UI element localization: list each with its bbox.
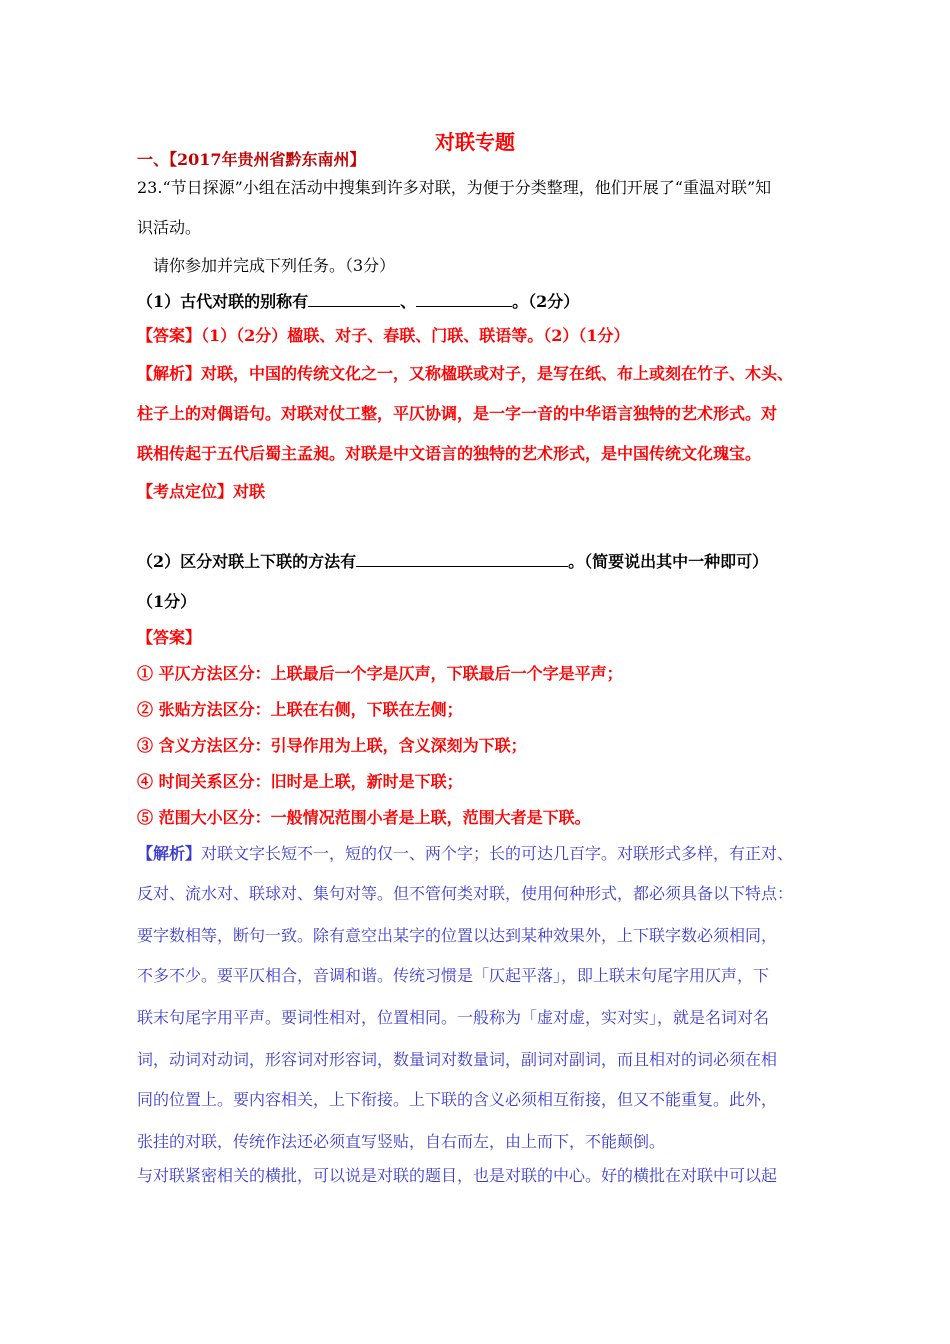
q2-answer-item: ④ 时间关系区分：旧时是上联，新时是下联；: [137, 772, 463, 791]
q2-answer-item: ② 张贴方法区分：上联在右侧，下联在左侧；: [137, 700, 463, 719]
q2-answer-label: 【答案】: [137, 628, 202, 647]
q1-analysis-text: 对联，中国的传统文化之一，又称楹联或对子，是写在纸、布上或刻在竹子、木头、: [201, 364, 794, 383]
q1-analysis-line-2: 柱子上的对偶语句。对联对仗工整，平仄协调，是一字一音的中华语言独特的艺术形式。对: [137, 404, 778, 423]
section-source: 【2017年贵州省黔东南州】: [169, 150, 366, 169]
q2-prompt: [137, 550, 768, 572]
question-line-1: 23.“节日探源”小组在活动中搜集到许多对联，为便于分类整理，他们开展了“重温对联”知: [137, 178, 772, 197]
question-instruction: 请你参加并完成下列任务。（3分）: [153, 256, 396, 275]
q2-analysis-line: 不多不少。要平仄相合，音调和谐。传统习惯是「仄起平落」，即上联末句尾字用仄声，下: [137, 966, 770, 985]
q2-analysis-line-1: [137, 844, 793, 864]
q2-answer-item: ③ 含义方法区分：引导作用为上联，含义深刻为下联；: [137, 736, 527, 755]
q1-answer-text: （1）（2分）楹联、对子、春联、门联、联语等。（2）（1分）: [201, 326, 630, 345]
q2-answer-item: ① 平仄方法区分：上联最后一个字是仄声，下联最后一个字是平声；: [137, 664, 623, 683]
q2-prompt-end: 。（简要说出其中一种即可）: [568, 552, 769, 571]
q2-analysis-text: 对联文字长短不一，短的仅一、两个字；长的可达几百字。对联形式多样，有正对、: [201, 844, 794, 863]
q1-prompt-end: 。（2分）: [512, 292, 580, 311]
q2-analysis-line: 词，动词对动词，形容词对形容词，数量词对数量词，副词对副词，而且相对的词必须在相: [137, 1050, 778, 1069]
q1-answer-label: 【答案】: [137, 326, 202, 345]
q2-analysis-line: 同的位置上。要内容相关，上下衔接。上下联的含义必须相互衔接，但又不能重复。此外，: [137, 1090, 778, 1109]
q2-analysis-line: 要字数相等，断句一致。除有意空出某字的位置以达到某种效果外，上下联字数必须相同，: [137, 926, 778, 945]
q2-score: （1分）: [137, 592, 197, 611]
q2-analysis-label: 【解析】: [137, 844, 202, 863]
section-heading: [137, 150, 366, 170]
page-title: 对联专题: [435, 130, 515, 154]
q1-analysis-label: 【解析】: [137, 364, 202, 383]
q2-answer-item: ⑤ 范围大小区分：一般情况范围小者是上联，范围大者是下联。: [137, 808, 591, 827]
section-number: 一、: [137, 150, 170, 169]
q1-analysis-line-3: 联相传起于五代后蜀主孟昶。对联是中文语言的独特的艺术形式，是中国传统文化瑰宝。: [137, 444, 762, 463]
q1-separator: 、: [400, 292, 417, 311]
q1-blank-2: [416, 290, 512, 307]
q1-answer: [137, 326, 630, 346]
q2-blank: [356, 550, 568, 567]
q1-prompt-text: （1）古代对联的别称有: [137, 292, 309, 311]
q2-analysis-line: 反对、流水对、联球对、集句对等。但不管何类对联，使用何种形式，都必须具备以下特点：: [137, 884, 794, 903]
q1-analysis-line-1: [137, 364, 793, 384]
q2-analysis-line: 与对联紧密相关的横批，可以说是对联的题目，也是对联的中心。好的横批在对联中可以起: [137, 1166, 778, 1185]
q2-prompt-text: （2）区分对联上下联的方法有: [137, 552, 357, 571]
q1-prompt: [137, 290, 579, 312]
question-line-2: 识活动。: [137, 218, 202, 237]
q1-blank-1: [308, 290, 400, 307]
q1-kaodian-text: 对联: [233, 482, 266, 501]
q2-analysis-line: 联末句尾字用平声。要词性相对，位置相同。一般称为「虚对虚，实对实」，就是名词对名: [137, 1008, 770, 1027]
q1-kaodian-label: 【考点定位】: [137, 482, 234, 501]
q2-analysis-line: 张挂的对联，传统作法还必须直写竖贴，自右而左，由上而下，不能颠倒。: [137, 1132, 666, 1151]
q1-kaodian: [137, 482, 265, 502]
